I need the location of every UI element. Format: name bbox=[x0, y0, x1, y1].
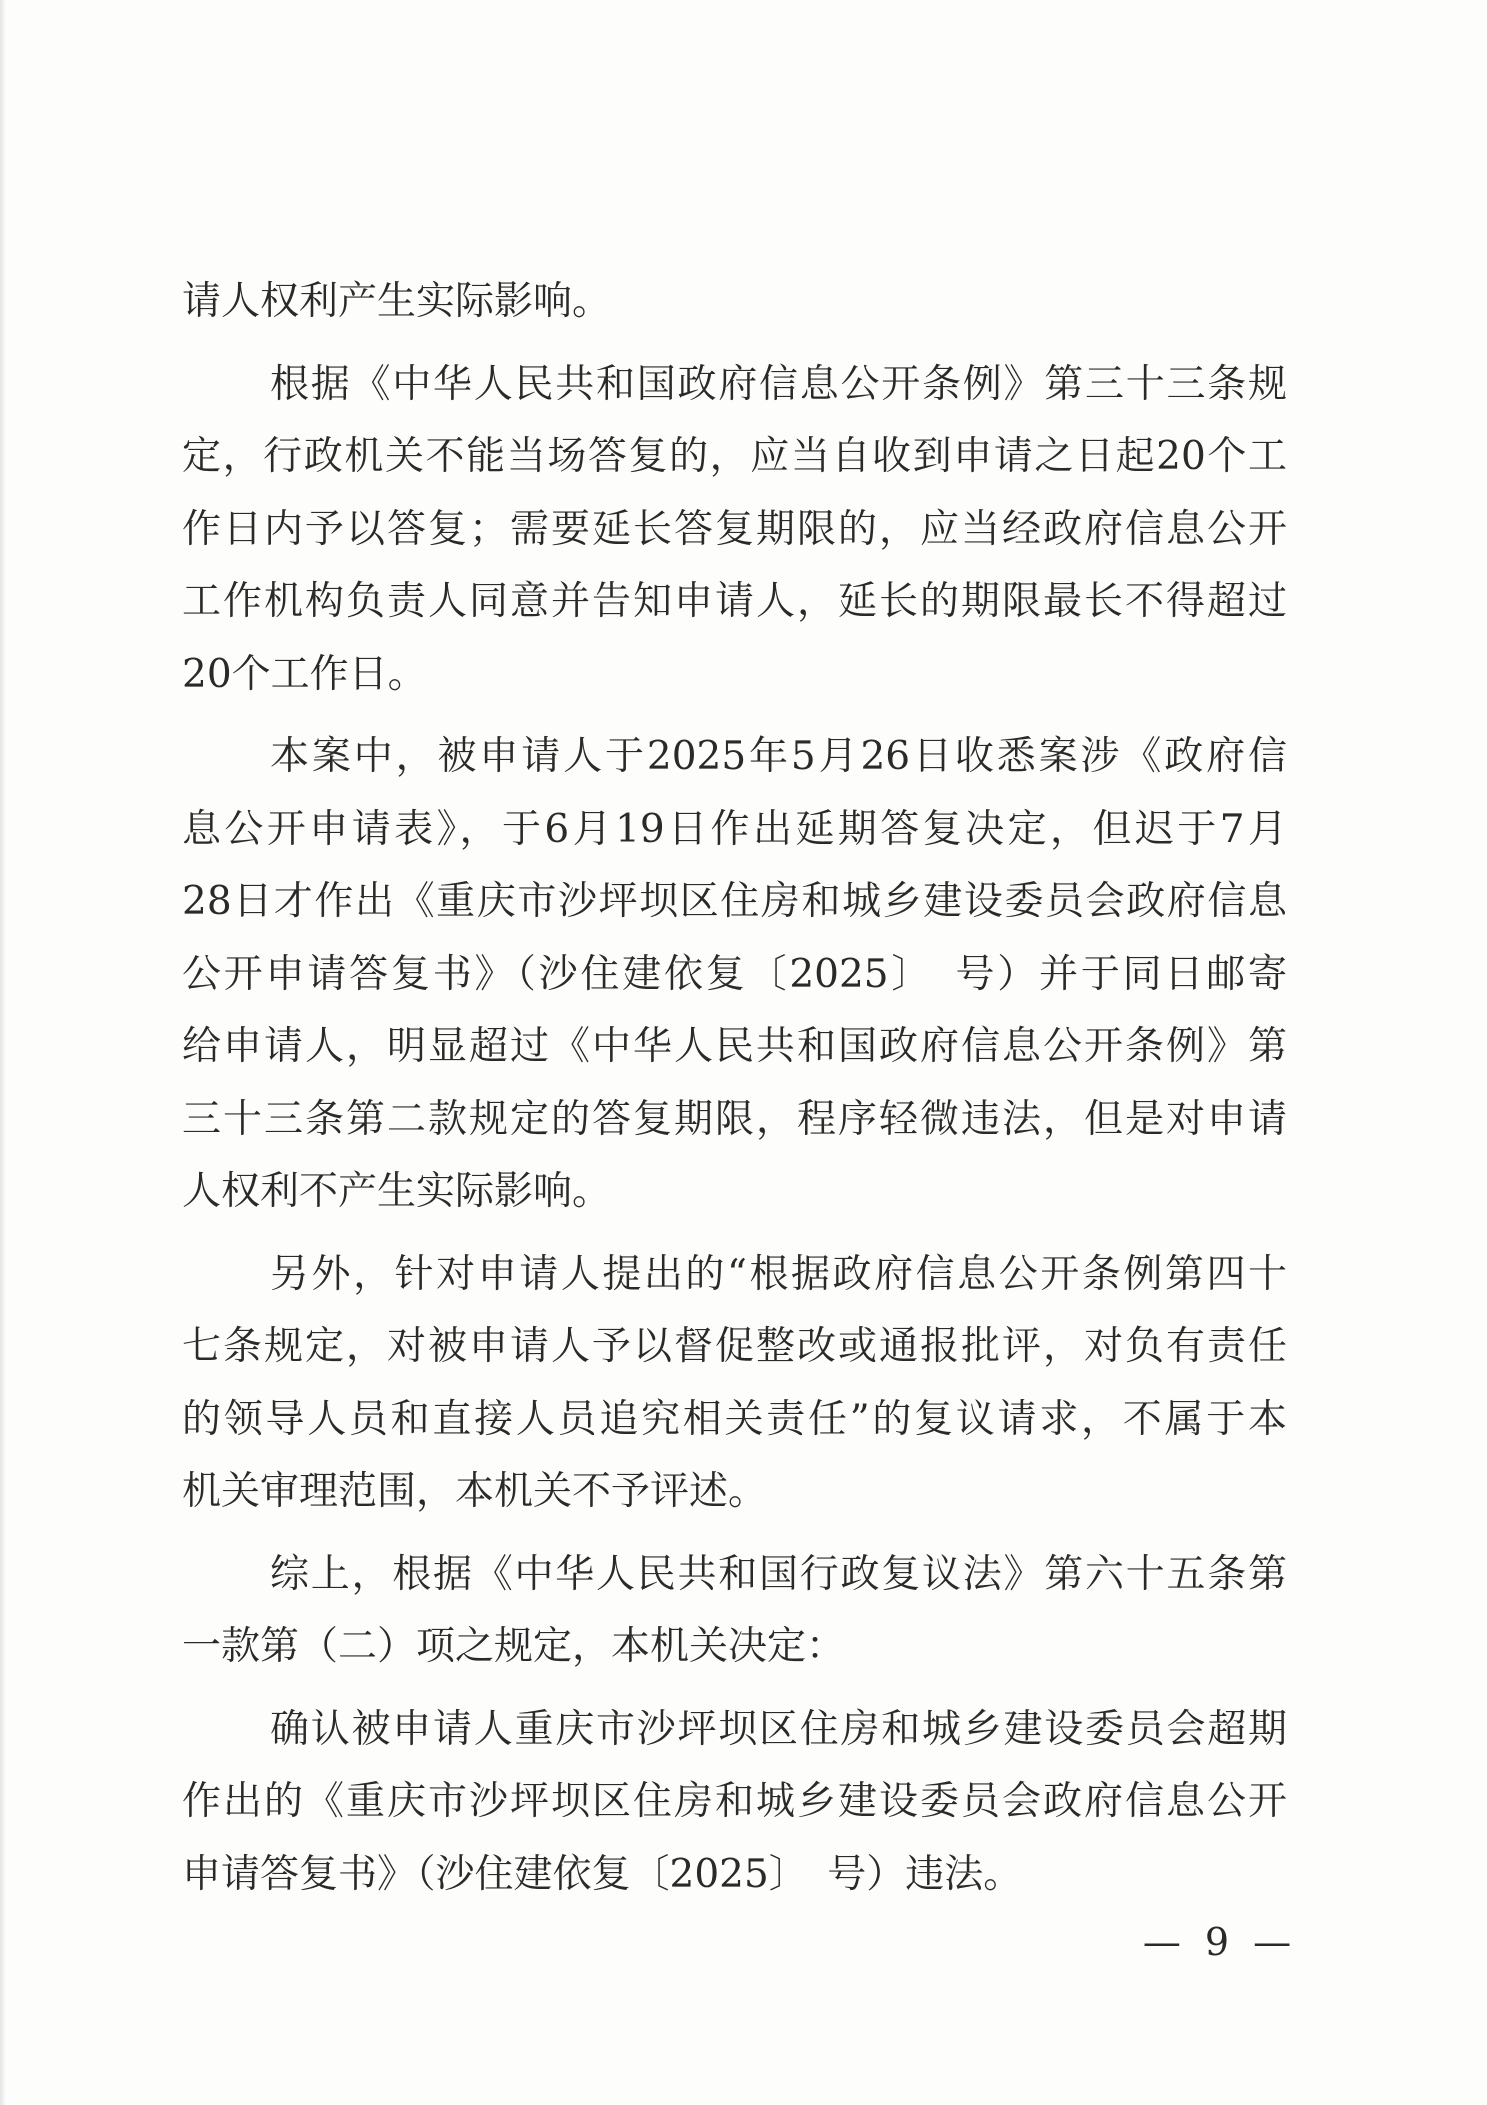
text-line: 本案中，被申请人于2025年5月26日收悉案涉《政府信 bbox=[270, 734, 1287, 779]
paragraph bbox=[182, 266, 1287, 339]
text-line: 息公开申请表》，于6月19日作出延期答复决定，但迟于7月 bbox=[182, 806, 1287, 852]
text-line: 工作机构负责人同意并告知申请人，延长的期限最长不得超过 bbox=[182, 579, 1287, 624]
text-line: 的领导人员和直接人员追究相关责任”的复议请求，不属于本 bbox=[182, 1396, 1287, 1442]
text-line: 作出的《重庆市沙坪坝区住房和城乡建设委员会政府信息公开 bbox=[182, 1779, 1287, 1824]
page-edge-shadow bbox=[0, 0, 6, 2105]
paragraph bbox=[182, 1694, 1287, 1912]
text-line: 机关审理范围，本机关不予评述。 bbox=[182, 1469, 768, 1514]
paragraph bbox=[182, 349, 1287, 712]
text-line: 20个工作日。 bbox=[182, 651, 427, 697]
text-line: 三十三条第二款规定的答复期限，程序轻微违法，但是对申请 bbox=[182, 1096, 1287, 1142]
paragraph-gap bbox=[182, 1229, 1287, 1239]
text-line: 28日才作出《重庆市沙坪坝区住房和城乡建设委员会政府信息 bbox=[182, 879, 1287, 924]
text-line: 作日内予以答复；需要延长答复期限的，应当经政府信息公开 bbox=[182, 506, 1287, 552]
text-line: 申请答复书》（沙住建依复〔2025〕 号）违法。 bbox=[182, 1851, 1023, 1897]
paragraph-gap bbox=[182, 339, 1287, 349]
paragraph bbox=[182, 1539, 1287, 1684]
text-line: 确认被申请人重庆市沙坪坝区住房和城乡建设委员会超期 bbox=[270, 1706, 1287, 1752]
text-line: 公开申请答复书》（沙住建依复〔2025〕 号）并于同日邮寄 bbox=[182, 951, 1287, 997]
page-number: — 9 — bbox=[1142, 1920, 1298, 1964]
text-line: 人权利不产生实际影响。 bbox=[182, 1169, 612, 1214]
text-line: 定，行政机关不能当场答复的，应当自收到申请之日起20个工 bbox=[182, 434, 1287, 479]
text-line: 给申请人，明显超过《中华人民共和国政府信息公开条例》第 bbox=[182, 1024, 1287, 1069]
text-line: 另外，针对申请人提出的“根据政府信息公开条例第四十 bbox=[270, 1251, 1287, 1297]
text-line: 一款第（二）项之规定，本机关决定： bbox=[182, 1624, 846, 1669]
text-line: 七条规定，对被申请人予以督促整改或通报批评，对负有责任 bbox=[182, 1324, 1287, 1369]
paragraph-gap bbox=[182, 1529, 1287, 1539]
paragraph-gap bbox=[182, 1684, 1287, 1694]
text-line: 综上，根据《中华人民共和国行政复议法》第六十五条第 bbox=[270, 1551, 1287, 1597]
text-line: 请人权利产生实际影响。 bbox=[182, 279, 612, 324]
paragraph-gap bbox=[182, 711, 1287, 721]
paragraph bbox=[182, 721, 1287, 1229]
document-body bbox=[182, 266, 1287, 1911]
text-line: 根据《中华人民共和国政府信息公开条例》第三十三条规 bbox=[270, 361, 1287, 407]
paragraph bbox=[182, 1239, 1287, 1529]
